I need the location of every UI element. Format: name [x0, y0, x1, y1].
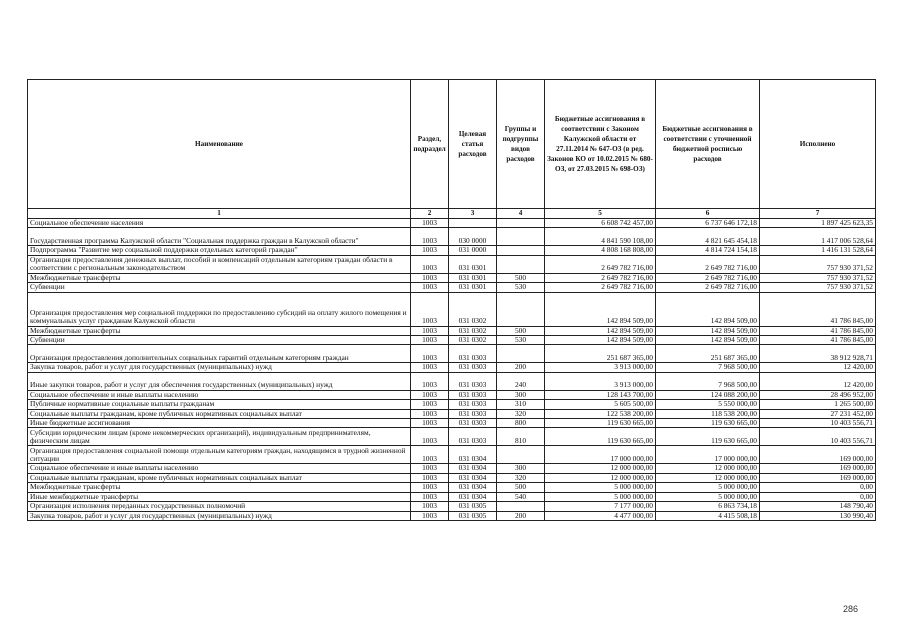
- header-groups: Группы и подгруппы видов расходов: [497, 80, 545, 209]
- row-name-cell: Закупка товаров, работ и услуг для государственных (муниципальных) нужд: [28, 363, 411, 372]
- table-row: [28, 336, 876, 345]
- row-group-cell: 200: [497, 363, 545, 372]
- table-row: [28, 345, 876, 363]
- table-row: [28, 511, 876, 520]
- row-executed-amount-cell: 148 790,40: [760, 502, 876, 511]
- row-target-cell: 031 0304: [449, 483, 497, 492]
- row-executed-amount-cell: 38 912 928,71: [760, 345, 876, 363]
- row-executed-amount-cell: 1 416 131 528,64: [760, 246, 876, 255]
- row-refined-amount-cell: 5 000 000,00: [656, 483, 760, 492]
- table-header-row: [28, 80, 876, 209]
- row-group-cell: [497, 502, 545, 511]
- row-section-cell: 1003: [411, 326, 449, 335]
- row-executed-amount-cell: 41 786 845,00: [760, 292, 876, 326]
- row-executed-amount-cell: 1 897 425 623,35: [760, 219, 876, 228]
- row-refined-amount-cell: 142 894 509,00: [656, 326, 760, 335]
- row-refined-amount-cell: 7 968 500,00: [656, 363, 760, 372]
- row-refined-amount-cell: 5 550 000,00: [656, 400, 760, 409]
- table-row: [28, 255, 876, 273]
- row-target-cell: 031 0304: [449, 446, 497, 464]
- row-executed-amount-cell: 757 930 371,52: [760, 283, 876, 292]
- row-name-cell: Организация предоставления дополнительных социальных гарантий отдельным категориям граждан: [28, 345, 411, 363]
- table-row: [28, 502, 876, 511]
- row-law-amount-cell: 2 649 782 716,00: [545, 273, 656, 282]
- row-group-cell: [497, 292, 545, 326]
- column-number: 2: [411, 209, 449, 219]
- row-executed-amount-cell: 12 420,00: [760, 363, 876, 372]
- row-group-cell: 500: [497, 326, 545, 335]
- row-section-cell: 1003: [411, 219, 449, 228]
- row-name-cell: Субвенции: [28, 283, 411, 292]
- row-executed-amount-cell: 1 265 500,00: [760, 400, 876, 409]
- row-section-cell: 1003: [411, 336, 449, 345]
- row-executed-amount-cell: 169 000,00: [760, 473, 876, 482]
- row-group-cell: 810: [497, 428, 545, 446]
- table-row: [28, 326, 876, 335]
- row-target-cell: 031 0302: [449, 336, 497, 345]
- row-law-amount-cell: 5 605 500,00: [545, 400, 656, 409]
- table-row: [28, 419, 876, 428]
- header-refined: Бюджетные ассигнования в соответствии с уточненной бюджетной росписью расходов: [656, 80, 760, 209]
- row-group-cell: 300: [497, 464, 545, 473]
- row-group-cell: 530: [497, 336, 545, 345]
- row-target-cell: 031 0000: [449, 246, 497, 255]
- row-name-cell: Иные межбюджетные трансферты: [28, 492, 411, 501]
- row-refined-amount-cell: 251 687 365,00: [656, 345, 760, 363]
- table-row: [28, 372, 876, 390]
- row-target-cell: 031 0303: [449, 372, 497, 390]
- row-law-amount-cell: 119 630 665,00: [545, 419, 656, 428]
- row-refined-amount-cell: 17 000 000,00: [656, 446, 760, 464]
- row-group-cell: 200: [497, 511, 545, 520]
- table-body: [28, 219, 876, 521]
- row-group-cell: 320: [497, 473, 545, 482]
- row-refined-amount-cell: 6 863 734,18: [656, 502, 760, 511]
- row-group-cell: 500: [497, 273, 545, 282]
- row-name-cell: Субсидии юридическим лицам (кроме некоммерческих организаций), индивидуальным предпринимателям, физическим лицам: [28, 428, 411, 446]
- row-target-cell: 031 0303: [449, 419, 497, 428]
- row-name-cell: Подпрограмма "Развитие мер социальной поддержки отдельных категорий граждан": [28, 246, 411, 255]
- row-refined-amount-cell: 4 415 508,18: [656, 511, 760, 520]
- row-executed-amount-cell: 12 420,00: [760, 372, 876, 390]
- row-refined-amount-cell: 4 814 724 154,18: [656, 246, 760, 255]
- row-executed-amount-cell: 130 990,40: [760, 511, 876, 520]
- row-section-cell: 1003: [411, 473, 449, 482]
- row-refined-amount-cell: 7 968 500,00: [656, 372, 760, 390]
- row-group-cell: [497, 228, 545, 246]
- row-section-cell: 1003: [411, 492, 449, 501]
- row-group-cell: [497, 219, 545, 228]
- row-law-amount-cell: 122 538 200,00: [545, 409, 656, 418]
- row-name-cell: Социальные выплаты гражданам, кроме публичных нормативных социальных выплат: [28, 473, 411, 482]
- row-refined-amount-cell: 2 649 782 716,00: [656, 255, 760, 273]
- table-row: [28, 219, 876, 228]
- table-row: [28, 273, 876, 282]
- table-row: [28, 492, 876, 501]
- row-refined-amount-cell: 118 538 200,00: [656, 409, 760, 418]
- table-row: [28, 390, 876, 399]
- row-name-cell: Социальные выплаты гражданам, кроме публичных нормативных социальных выплат: [28, 409, 411, 418]
- row-name-cell: Государственная программа Калужской области "Социальная поддержка граждан в Калужской области": [28, 228, 411, 246]
- row-target-cell: 031 0303: [449, 390, 497, 399]
- row-refined-amount-cell: 142 894 509,00: [656, 292, 760, 326]
- row-target-cell: 031 0303: [449, 345, 497, 363]
- row-group-cell: 240: [497, 372, 545, 390]
- row-law-amount-cell: 128 143 700,00: [545, 390, 656, 399]
- column-number: 3: [449, 209, 497, 219]
- row-refined-amount-cell: 6 737 646 172,18: [656, 219, 760, 228]
- row-target-cell: 031 0304: [449, 464, 497, 473]
- row-executed-amount-cell: 757 930 371,52: [760, 255, 876, 273]
- row-target-cell: 031 0301: [449, 255, 497, 273]
- column-number: 4: [497, 209, 545, 219]
- row-refined-amount-cell: 12 000 000,00: [656, 473, 760, 482]
- row-name-cell: Публичные нормативные социальные выплаты гражданам: [28, 400, 411, 409]
- row-executed-amount-cell: 10 403 556,71: [760, 428, 876, 446]
- row-target-cell: [449, 219, 497, 228]
- row-refined-amount-cell: 142 894 509,00: [656, 336, 760, 345]
- row-group-cell: 500: [497, 483, 545, 492]
- row-section-cell: 1003: [411, 419, 449, 428]
- row-section-cell: 1003: [411, 228, 449, 246]
- row-name-cell: Межбюджетные трансферты: [28, 273, 411, 282]
- row-section-cell: 1003: [411, 390, 449, 399]
- row-section-cell: 1003: [411, 511, 449, 520]
- row-executed-amount-cell: 41 786 845,00: [760, 326, 876, 335]
- row-name-cell: Закупка товаров, работ и услуг для государственных (муниципальных) нужд: [28, 511, 411, 520]
- row-name-cell: Иные бюджетные ассигнования: [28, 419, 411, 428]
- column-number: 7: [760, 209, 876, 219]
- row-law-amount-cell: 6 608 742 457,00: [545, 219, 656, 228]
- table-row: [28, 409, 876, 418]
- row-law-amount-cell: 12 000 000,00: [545, 473, 656, 482]
- row-law-amount-cell: 17 000 000,00: [545, 446, 656, 464]
- row-group-cell: 300: [497, 390, 545, 399]
- row-executed-amount-cell: 757 930 371,52: [760, 273, 876, 282]
- row-target-cell: 031 0301: [449, 273, 497, 282]
- row-group-cell: 800: [497, 419, 545, 428]
- row-target-cell: 031 0302: [449, 326, 497, 335]
- row-name-cell: Межбюджетные трансферты: [28, 326, 411, 335]
- row-executed-amount-cell: 41 786 845,00: [760, 336, 876, 345]
- row-refined-amount-cell: 2 649 782 716,00: [656, 283, 760, 292]
- row-target-cell: 031 0304: [449, 492, 497, 501]
- table-row: [28, 428, 876, 446]
- row-group-cell: 320: [497, 409, 545, 418]
- row-executed-amount-cell: 0,00: [760, 483, 876, 492]
- row-name-cell: Организация предоставления денежных выплат, пособий и компенсаций отдельным категориям граждан области в соответствии с региональным законодательством: [28, 255, 411, 273]
- row-name-cell: Организация исполнения переданных государственных полномочий: [28, 502, 411, 511]
- table-row: [28, 400, 876, 409]
- row-section-cell: 1003: [411, 283, 449, 292]
- header-law: Бюджетные ассигнования в соответствии с Законом Калужской области от 27.11.2014 № 647-ОЗ (в ред. Законов КО от 10.02.2015 № 680-ОЗ, от 27.03.2015 № 698-ОЗ): [545, 80, 656, 209]
- row-target-cell: 031 0303: [449, 363, 497, 372]
- row-group-cell: 540: [497, 492, 545, 501]
- row-executed-amount-cell: 169 000,00: [760, 464, 876, 473]
- row-law-amount-cell: 251 687 365,00: [545, 345, 656, 363]
- row-name-cell: Организация предоставления социальной помощи отдельным категориям граждан, находящимся в трудной жизненной ситуации: [28, 446, 411, 464]
- page-number: 286: [843, 604, 859, 614]
- row-executed-amount-cell: 28 496 952,00: [760, 390, 876, 399]
- budget-table: [27, 79, 876, 521]
- header-section: Раздел, подраздел: [411, 80, 449, 209]
- row-executed-amount-cell: 0,00: [760, 492, 876, 501]
- row-target-cell: 031 0303: [449, 409, 497, 418]
- row-target-cell: 031 0303: [449, 428, 497, 446]
- row-section-cell: 1003: [411, 255, 449, 273]
- row-law-amount-cell: 3 913 000,00: [545, 372, 656, 390]
- row-section-cell: 1003: [411, 363, 449, 372]
- header-name: Наименование: [28, 80, 411, 209]
- row-executed-amount-cell: 169 000,00: [760, 446, 876, 464]
- row-executed-amount-cell: 10 403 556,71: [760, 419, 876, 428]
- row-law-amount-cell: 7 177 000,00: [545, 502, 656, 511]
- row-law-amount-cell: 2 649 782 716,00: [545, 283, 656, 292]
- row-section-cell: 1003: [411, 345, 449, 363]
- table-row: [28, 363, 876, 372]
- row-law-amount-cell: 3 913 000,00: [545, 363, 656, 372]
- row-group-cell: [497, 255, 545, 273]
- header-target: Целевая статья расходов: [449, 80, 497, 209]
- row-name-cell: Субвенции: [28, 336, 411, 345]
- row-section-cell: 1003: [411, 483, 449, 492]
- table-row: [28, 283, 876, 292]
- row-refined-amount-cell: 2 649 782 716,00: [656, 273, 760, 282]
- row-law-amount-cell: 142 894 509,00: [545, 326, 656, 335]
- row-law-amount-cell: 12 000 000,00: [545, 464, 656, 473]
- row-target-cell: 031 0303: [449, 400, 497, 409]
- row-target-cell: 031 0302: [449, 292, 497, 326]
- table-row: [28, 464, 876, 473]
- row-law-amount-cell: 4 841 590 108,00: [545, 228, 656, 246]
- row-target-cell: 030 0000: [449, 228, 497, 246]
- row-section-cell: 1003: [411, 446, 449, 464]
- column-number: 5: [545, 209, 656, 219]
- header-executed: Исполнено: [760, 80, 876, 209]
- row-group-cell: [497, 446, 545, 464]
- row-law-amount-cell: 5 000 000,00: [545, 492, 656, 501]
- row-target-cell: 031 0305: [449, 502, 497, 511]
- row-law-amount-cell: 4 808 168 808,00: [545, 246, 656, 255]
- row-law-amount-cell: 2 649 782 716,00: [545, 255, 656, 273]
- row-section-cell: 1003: [411, 273, 449, 282]
- row-law-amount-cell: 4 477 000,00: [545, 511, 656, 520]
- row-name-cell: Иные закупки товаров, работ и услуг для обеспечения государственных (муниципальных) нужд: [28, 372, 411, 390]
- row-law-amount-cell: 142 894 509,00: [545, 336, 656, 345]
- column-number-row: [28, 209, 876, 219]
- row-law-amount-cell: 5 000 000,00: [545, 483, 656, 492]
- row-section-cell: 1003: [411, 464, 449, 473]
- row-executed-amount-cell: 27 231 452,00: [760, 409, 876, 418]
- row-executed-amount-cell: 1 417 006 528,64: [760, 228, 876, 246]
- row-refined-amount-cell: 119 630 665,00: [656, 419, 760, 428]
- row-target-cell: 031 0304: [449, 473, 497, 482]
- row-group-cell: 530: [497, 283, 545, 292]
- row-name-cell: Социальное обеспечение и иные выплаты населению: [28, 464, 411, 473]
- row-target-cell: 031 0305: [449, 511, 497, 520]
- row-section-cell: 1003: [411, 400, 449, 409]
- table-row: [28, 246, 876, 255]
- table-row: [28, 483, 876, 492]
- table-row: [28, 473, 876, 482]
- column-number: 1: [28, 209, 411, 219]
- row-section-cell: 1003: [411, 246, 449, 255]
- row-group-cell: 310: [497, 400, 545, 409]
- row-section-cell: 1003: [411, 372, 449, 390]
- row-section-cell: 1003: [411, 292, 449, 326]
- row-section-cell: 1003: [411, 409, 449, 418]
- row-law-amount-cell: 119 630 665,00: [545, 428, 656, 446]
- table-row: [28, 228, 876, 246]
- table-row: [28, 292, 876, 326]
- row-group-cell: [497, 246, 545, 255]
- row-name-cell: Организация предоставления мер социальной поддержки по предоставлению субсидий на оплату жилого помещения и коммунальных услуг гражданам Калужской области: [28, 292, 411, 326]
- row-target-cell: 031 0301: [449, 283, 497, 292]
- row-group-cell: [497, 345, 545, 363]
- row-name-cell: Межбюджетные трансферты: [28, 483, 411, 492]
- row-refined-amount-cell: 124 088 200,00: [656, 390, 760, 399]
- row-name-cell: Социальное обеспечение населения: [28, 219, 411, 228]
- row-section-cell: 1003: [411, 428, 449, 446]
- row-name-cell: Социальное обеспечение и иные выплаты населению: [28, 390, 411, 399]
- row-law-amount-cell: 142 894 509,00: [545, 292, 656, 326]
- row-refined-amount-cell: 5 000 000,00: [656, 492, 760, 501]
- row-refined-amount-cell: 119 630 665,00: [656, 428, 760, 446]
- row-refined-amount-cell: 12 000 000,00: [656, 464, 760, 473]
- row-section-cell: 1003: [411, 502, 449, 511]
- row-refined-amount-cell: 4 821 645 454,18: [656, 228, 760, 246]
- column-number: 6: [656, 209, 760, 219]
- table-row: [28, 446, 876, 464]
